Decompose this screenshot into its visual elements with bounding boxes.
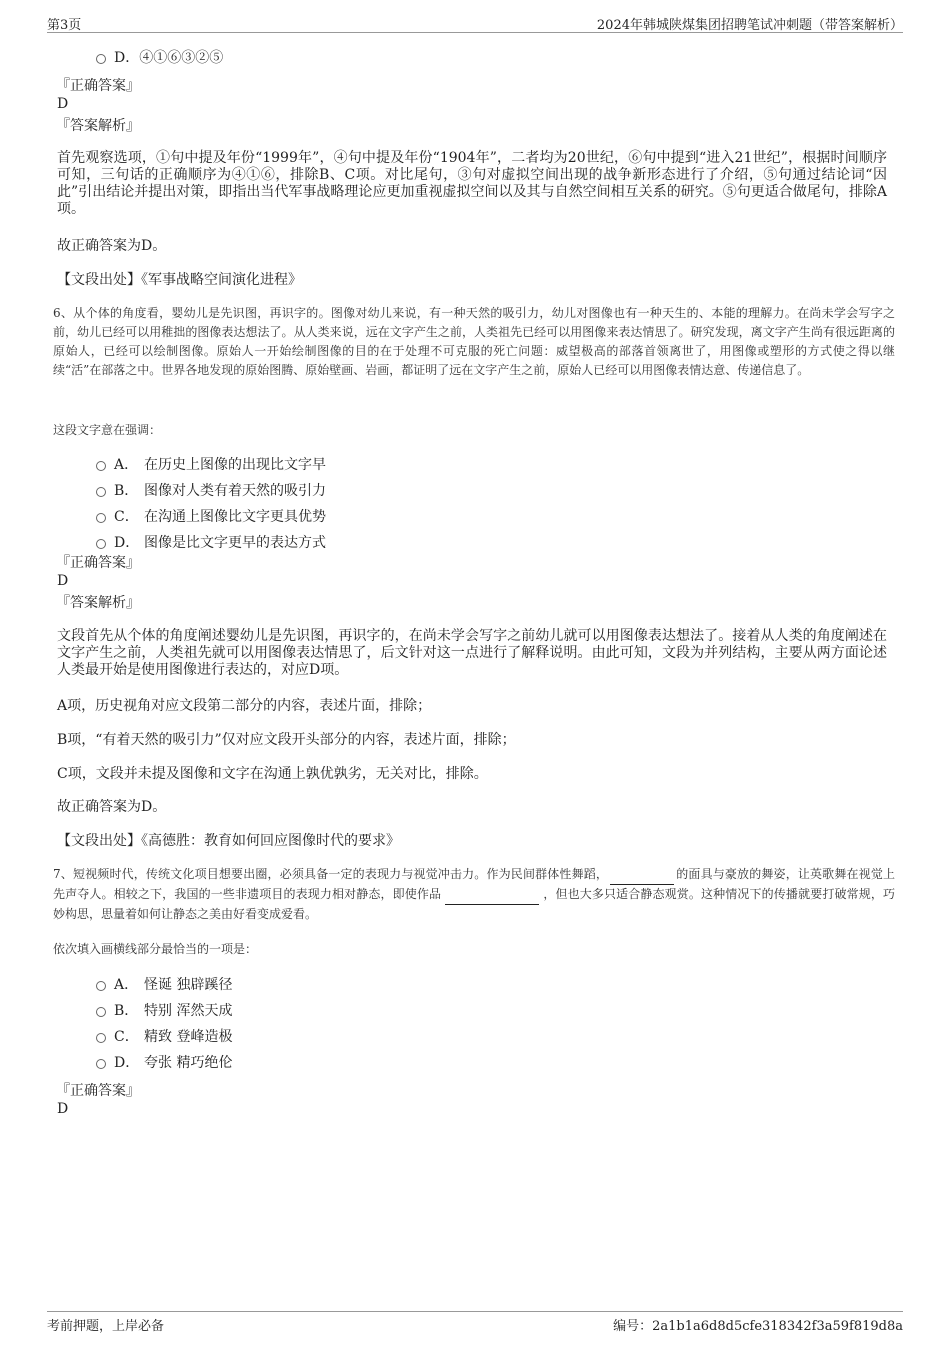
q5-conclusion: 故正确答案为D。 xyxy=(57,238,167,254)
option-letter: D． xyxy=(114,535,140,551)
option-letter: B． xyxy=(114,1003,139,1019)
option-letter: A． xyxy=(114,457,139,473)
option-letter: C． xyxy=(114,509,139,525)
option-text: 图像是比文字更早的表达方式 xyxy=(144,535,326,551)
q7-text-part-3: ，但也大多只适合静态观赏。这种情况下的传播就要打破常规，巧妙构思，思量着如何让静态之美由好看变成爱看。 xyxy=(53,887,895,921)
q7-option-c[interactable] xyxy=(96,1027,232,1047)
footer-doc-id: 编号：2a1b1a6d8d5cfe318342f3a59f819d8a xyxy=(613,1319,903,1334)
option-text: 在沟通上图像比文字更具优势 xyxy=(144,509,326,525)
page-footer xyxy=(47,1311,903,1334)
q5-analysis-label: 『答案解析』 xyxy=(56,118,140,134)
q6-text: 6、从个体的角度看，婴幼儿是先识图，再识字的。图像对幼儿来说，有一种天然的吸引力，幼儿对图像也有一种天生的、本能的理解力。在尚未学会写字之前，幼儿已经可以用稚拙的图像表达想法了。从人类来说，远在文字产生之前，人类祖先已经可以用图像来表达情思了。研究发现，离文字产生尚有很远距离的原始人，已经可以绘制图像。原始人一开始绘制图像的目的在于处理不可克服的死亡问题：威望极高的部落首领离世了，用图像或塑形的方式使之得以继续“活”在部落之中。世界各地发现的原始图腾、原始壁画、岩画，都证明了远在文字产生之前，原始人已经可以用图像表情达意、传递信息了。 xyxy=(53,306,895,377)
q6-prompt: 这段文字意在强调： xyxy=(53,423,162,437)
option-letter: A． xyxy=(114,977,139,993)
radio-icon[interactable] xyxy=(96,513,106,523)
radio-icon[interactable] xyxy=(96,54,106,64)
option-text: 夸张 精巧绝伦 xyxy=(144,1055,233,1071)
radio-icon[interactable] xyxy=(96,539,106,549)
q5-option-d[interactable] xyxy=(96,48,223,68)
option-text: 怪诞 独辟蹊径 xyxy=(144,977,233,993)
footer-slogan: 考前押题，上岸必备 xyxy=(47,1319,165,1334)
q7-text xyxy=(53,865,895,924)
q6-conclusion: 故正确答案为D。 xyxy=(57,799,167,815)
radio-icon[interactable] xyxy=(96,461,106,471)
radio-icon[interactable] xyxy=(96,1059,106,1069)
q6-answer: D xyxy=(57,573,69,589)
q7-prompt: 依次填入画横线部分最恰当的一项是： xyxy=(53,942,258,956)
q7-text-part-1: 7、短视频时代，传统文化项目想要出圈，必须具备一定的表现力与视觉冲击力。作为民间群体性舞蹈， xyxy=(53,867,609,881)
q7-option-d[interactable] xyxy=(96,1053,232,1073)
q6-note-b: B项，“有着天然的吸引力”仅对应文段开头部分的内容，表述片面，排除； xyxy=(57,732,516,748)
blank-2 xyxy=(445,885,539,905)
option-text: 精致 登峰造极 xyxy=(144,1029,233,1045)
q5-answer-label: 『正确答案』 xyxy=(56,78,140,94)
radio-icon[interactable] xyxy=(96,1033,106,1043)
option-text: 图像对人类有着天然的吸引力 xyxy=(144,483,326,499)
q7-text-part-2: 的面具与豪放的舞姿，让英歌舞在视觉上先声夺人。相较之下，我国的一些非遗项目的表现力相对静态，即使作品 xyxy=(53,867,895,901)
page-header xyxy=(47,14,903,33)
q5-option-d-text: D．④①⑥③②⑤ xyxy=(114,50,224,66)
radio-icon[interactable] xyxy=(96,1007,106,1017)
q5-answer: D xyxy=(57,96,69,112)
option-text: 在历史上图像的出现比文字早 xyxy=(144,457,326,473)
q7-answer: D xyxy=(57,1101,69,1117)
document-title: 2024年韩城陕煤集团招聘笔试冲刺题（带答案解析） xyxy=(596,18,903,33)
q6-answer-label: 『正确答案』 xyxy=(56,555,140,571)
q7-option-b[interactable] xyxy=(96,1001,232,1021)
q6-option-d[interactable] xyxy=(96,533,326,553)
q6-analysis-label: 『答案解析』 xyxy=(56,595,140,611)
option-letter: D． xyxy=(114,1055,140,1071)
q5-analysis: 首先观察选项，①句中提及年份“1999年”，④句中提及年份“1904年”，二者均为20世纪，⑥句中提到“进入21世纪”，根据时间顺序可知，三句话的正确顺序为④①⑥，排除B、C项。对比尾句，③句对虚拟空间出现的战争新形态进行了介绍，⑤句通过结论词“因此”引出结论并提出对策，即指出当代军事战略理论应更加重视虚拟空间以及其与自然空间相互关系的研究。⑤句更适合做尾句，排除A项。 xyxy=(57,150,887,217)
q7-option-a[interactable] xyxy=(96,975,232,995)
option-letter: C． xyxy=(114,1029,139,1045)
q6-analysis: 文段首先从个体的角度阐述婴幼儿是先识图，再识字的，在尚未学会写字之前幼儿就可以用图像表达想法了。接着从人类的角度阐述在文字产生之前，人类祖先就可以用图像表达情思了，后文针对这一点进行了解释说明。由此可知，文段为并列结构，主要从两方面论述人类最开始是使用图像进行表达的，对应D项。 xyxy=(57,628,887,678)
q7-answer-label: 『正确答案』 xyxy=(56,1083,140,1099)
q6-option-b[interactable] xyxy=(96,481,326,501)
q6-note-a: A项，历史视角对应文段第二部分的内容，表述片面，排除； xyxy=(57,698,432,714)
q6-option-c[interactable] xyxy=(96,507,326,527)
q6-note-c: C项，文段并未提及图像和文字在沟通上孰优孰劣，无关对比，排除。 xyxy=(57,766,488,782)
option-text: 特别 浑然天成 xyxy=(144,1003,233,1019)
radio-icon[interactable] xyxy=(96,487,106,497)
page-number: 第3页 xyxy=(47,18,82,33)
option-letter: B． xyxy=(114,483,139,499)
blank-1 xyxy=(610,865,674,885)
q6-option-a[interactable] xyxy=(96,455,326,475)
radio-icon[interactable] xyxy=(96,981,106,991)
q5-source: 【文段出处】《军事战略空间演化进程》 xyxy=(57,272,302,288)
q6-source: 【文段出处】《高德胜：教育如何回应图像时代的要求》 xyxy=(57,833,400,849)
